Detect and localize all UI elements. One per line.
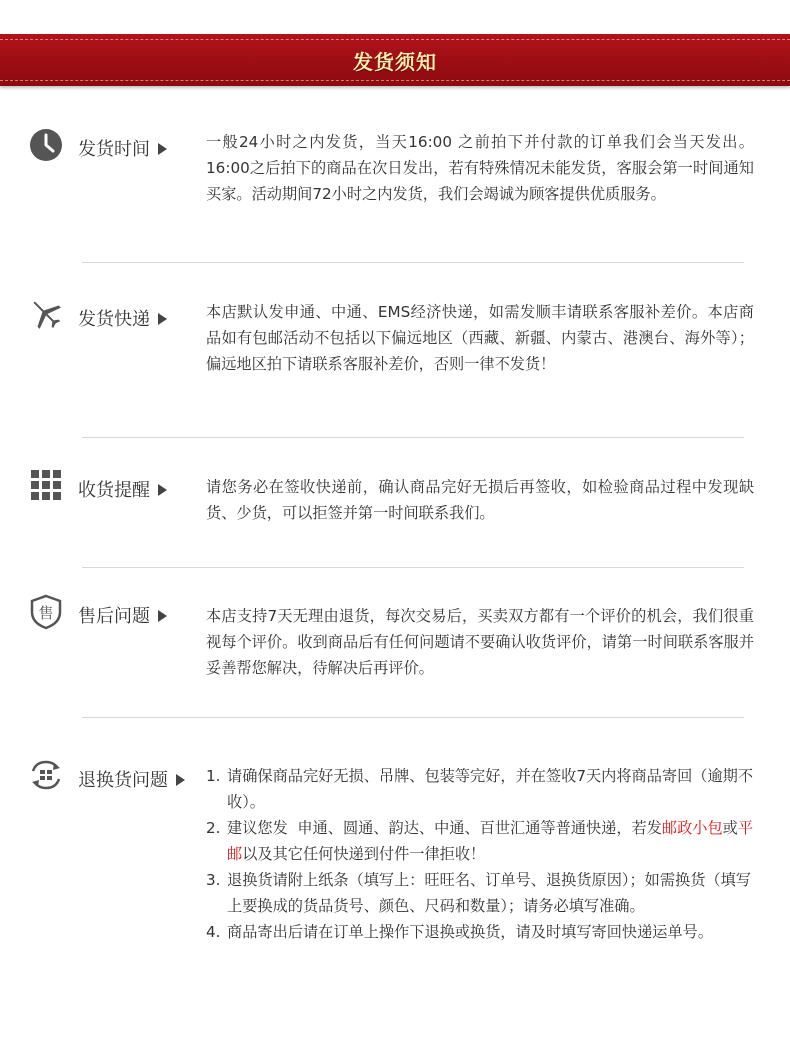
list-item-text: 以及其它任何快递到付件一律拒收！ [242, 845, 486, 863]
arrow-right-icon [158, 143, 167, 155]
section-label: 发货时间 [78, 135, 167, 161]
highlight-text: 邮政小包 [661, 819, 723, 837]
list-item-text: 退换货请附上纸条（填写上：旺旺名、订单号、退换货原因）；如需换货（填写上要换成的货品货号、颜色、尺码和数量）；请务必填写准确。 [227, 871, 751, 915]
arrow-right-icon [176, 774, 185, 786]
page-title: 发货须知 [353, 50, 437, 74]
section-label: 发货快递 [78, 305, 167, 331]
section-text: 请您务必在签收快递前，确认商品完好无损后再签收，如检验商品过程中发现缺货、少货，可以拒签并第一时间联系我们。 [206, 478, 754, 522]
section-text: 一般24小时之内发货，当天16:00 之前拍下并付款的订单我们会当天发出。16:00之后拍下的商品在次日发出，若有特殊情况未能发货，客服会第一时间通知买家。活动期间72小时之内发货，我们会竭诚为顾客提供优质服务。 [206, 133, 754, 203]
highlight-text: 平邮 [227, 819, 754, 863]
arrow-right-icon [158, 610, 167, 622]
airplane-icon [28, 296, 64, 332]
list-item [206, 763, 754, 815]
section-label: 收货提醒 [78, 476, 167, 502]
divider [82, 437, 744, 438]
header-banner [0, 34, 790, 86]
list-item-text: 商品寄出后请在订单上操作下退换或换货，请及时填写寄回快递运单号。 [227, 923, 713, 941]
list-item-text: 建议您发 申通、圆通、韵达、中通、百世汇通等普通快递，若发 [227, 819, 662, 837]
section-text: 本店默认发申通、中通、EMS经济快递，如需发顺丰请联系客服补差价。本店商品如有包邮活动不包括以下偏远地区（西藏、新疆、内蒙古、港澳台、海外等）；偏远地区拍下请联系客服补差价，否则一律不发货！ [206, 303, 754, 373]
exchange-icon [28, 757, 64, 793]
after-sale-shield-icon [28, 594, 64, 630]
list-item-number: 3. [206, 871, 221, 889]
list-item [206, 919, 754, 945]
svg-text:售: 售 [38, 604, 54, 622]
list-item-number: 2. [206, 819, 221, 837]
returns-list [206, 763, 754, 945]
list-item-number: 1. [206, 767, 221, 785]
arrow-right-icon [158, 484, 167, 496]
divider [82, 567, 744, 568]
grid-icon [28, 467, 64, 503]
clock-icon [28, 127, 64, 163]
divider [82, 262, 744, 263]
arrow-right-icon [158, 313, 167, 325]
list-item [206, 815, 754, 867]
list-item-number: 4. [206, 923, 221, 941]
section-label: 售后问题 [78, 602, 167, 628]
section-label: 退换货问题 [78, 766, 185, 792]
list-item-text: 或 [722, 819, 738, 837]
list-item [206, 867, 754, 919]
list-item-text: 请确保商品完好无损、吊牌、包装等完好，并在签收7天内将商品寄回（逾期不收）。 [227, 767, 754, 811]
divider [82, 717, 744, 718]
section-text: 本店支持7天无理由退货，每次交易后，买卖双方都有一个评价的机会，我们很重视每个评价。收到商品后有任何问题请不要确认收货评价，请第一时间联系客服并妥善帮您解决，待解决后再评价。 [206, 607, 754, 677]
